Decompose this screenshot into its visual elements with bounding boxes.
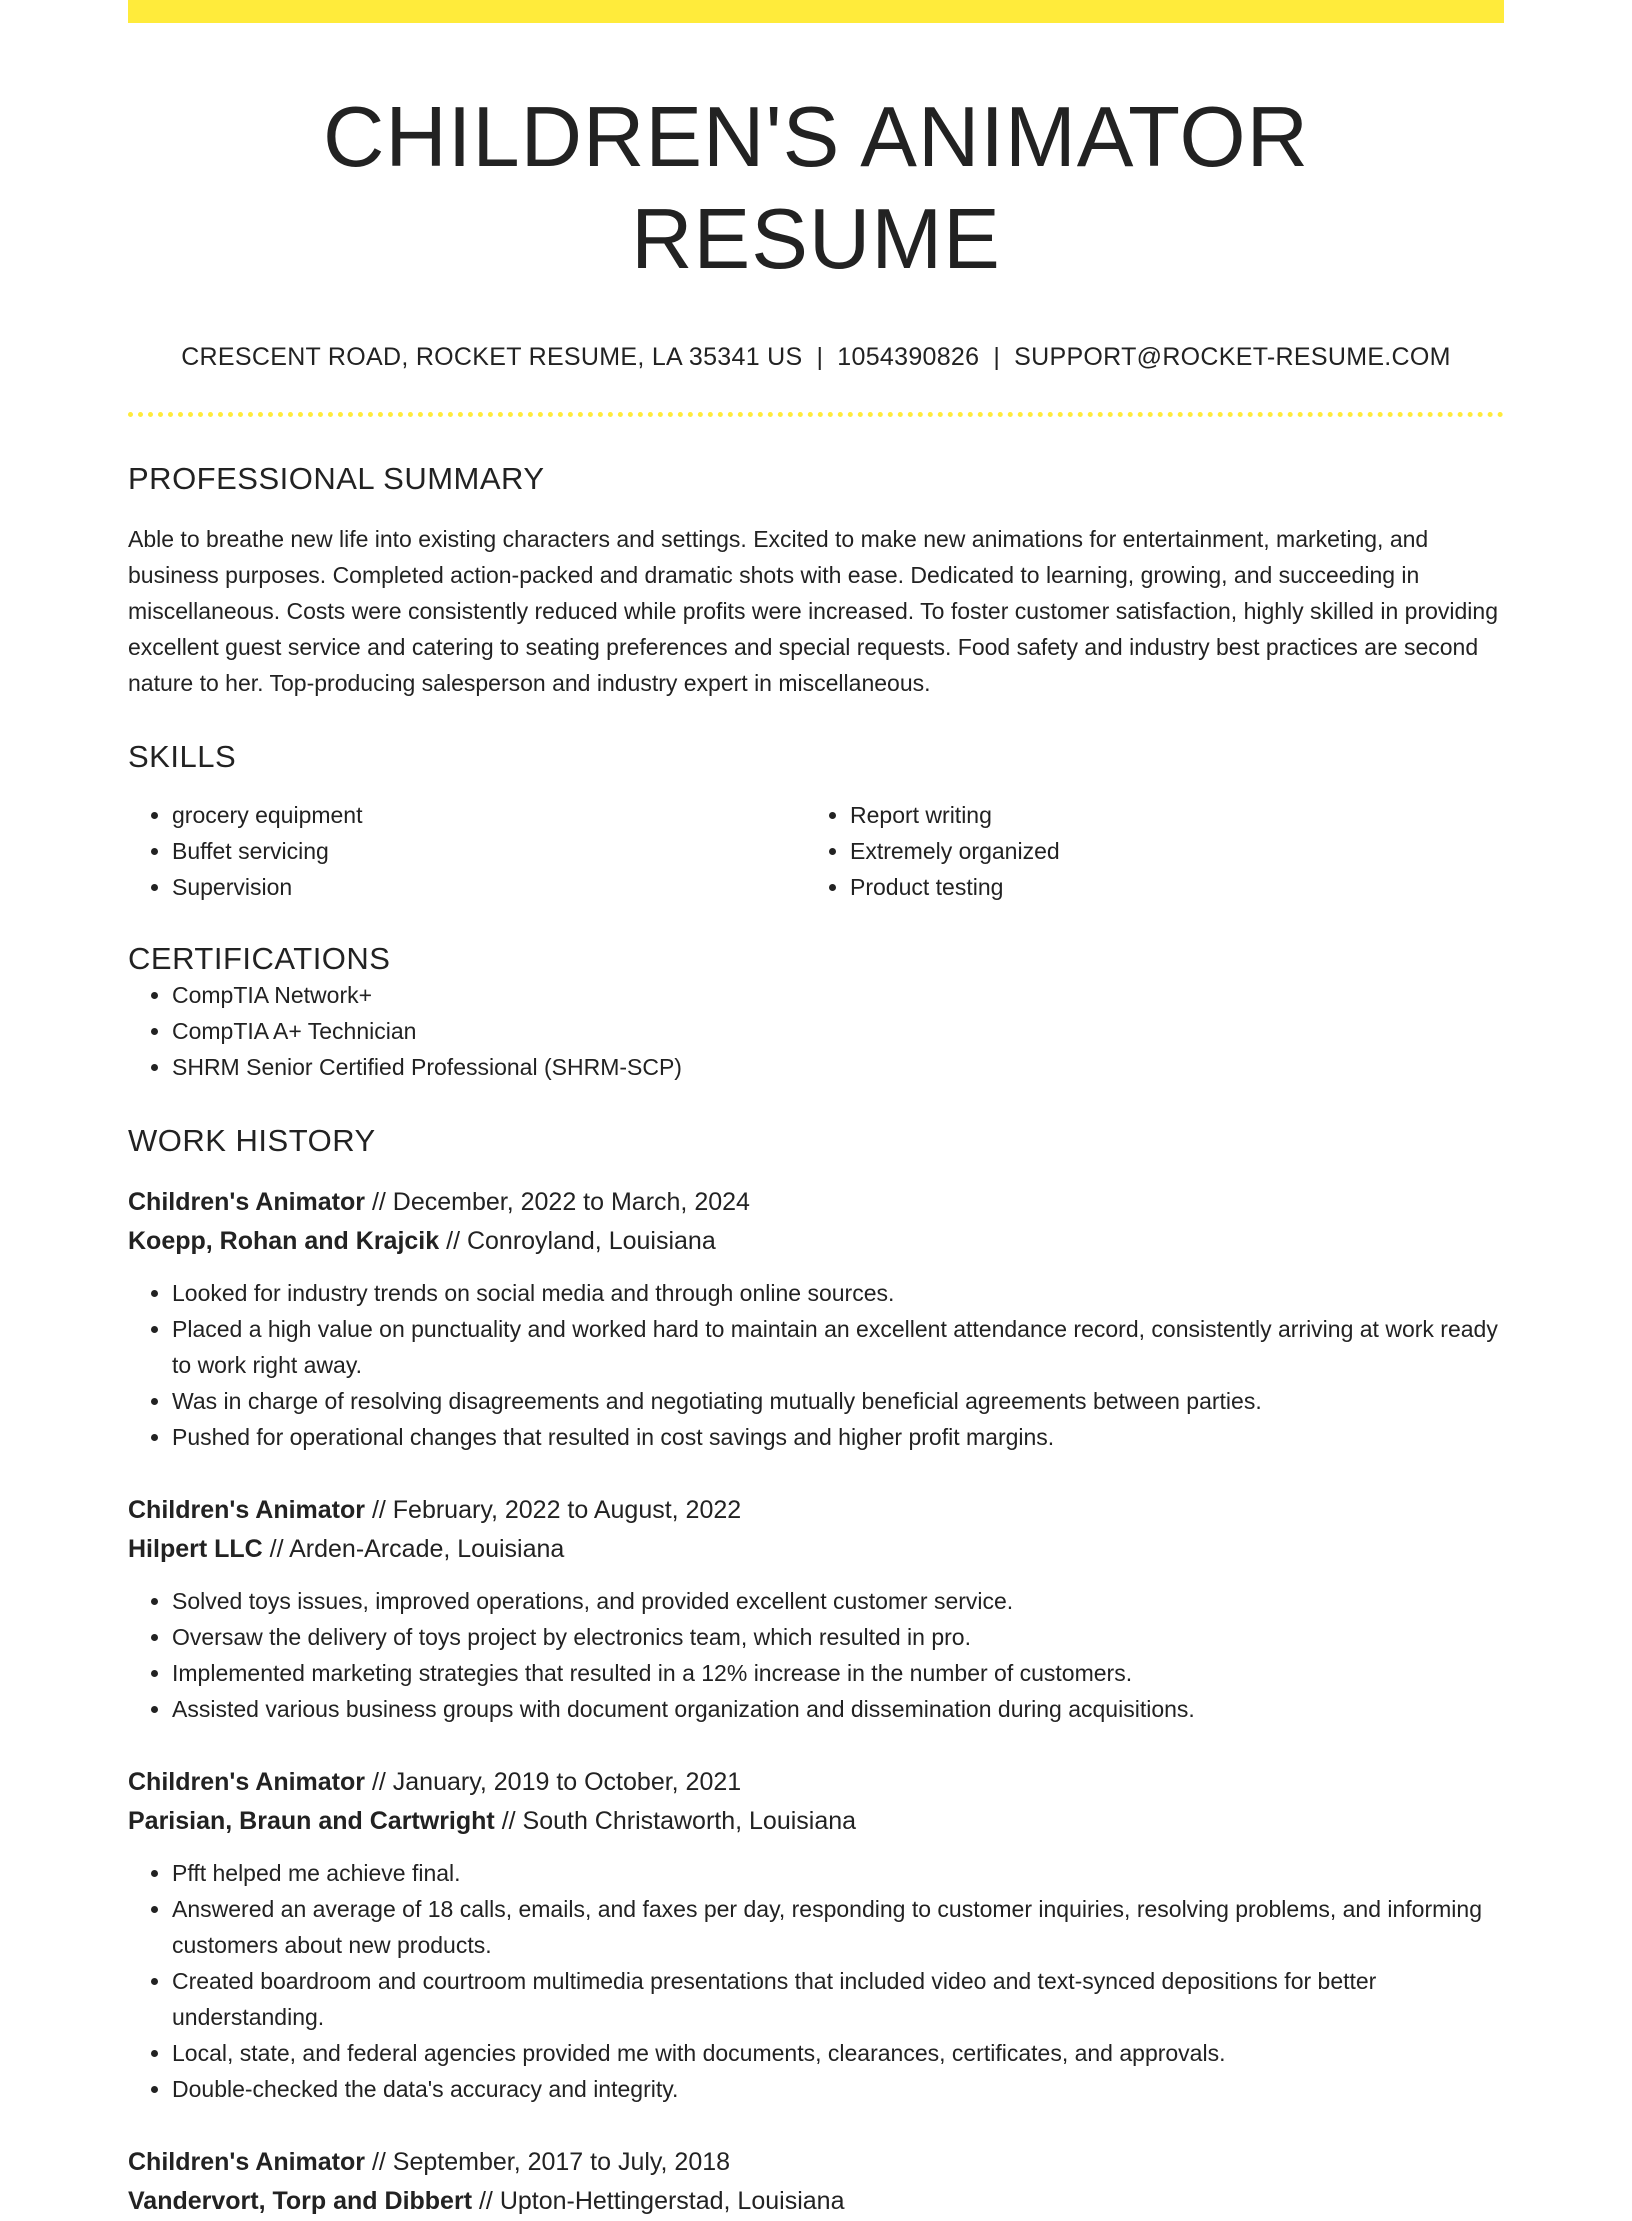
job-bullets bbox=[128, 1855, 1504, 2107]
job-bullet: • Local, state, and federal agencies provided me with documents, clearances, certificates, and approvals. bbox=[172, 2035, 1504, 2071]
resume-title: CHILDREN'S ANIMATOR RESUME bbox=[322, 90, 1310, 287]
resume-page bbox=[128, 0, 1504, 2221]
job-bullets bbox=[128, 1275, 1504, 1455]
job-company: Vandervort, Torp and Dibbert bbox=[128, 2187, 473, 2215]
section-heading: WORK HISTORY bbox=[128, 1123, 376, 1158]
job-title: Children's Animator bbox=[128, 1768, 365, 1796]
contact-separator: | bbox=[816, 343, 824, 371]
summary-text: Able to breathe new life into existing characters and settings. Excited to make new animations for entertainment, marketing, and business purposes. Completed action-packed and dramatic shots with ease. Dedicated to learning, growing, and succeeding in miscellaneous. Costs were consistently reduced while profits were increased. To foster customer satisfaction, highly skilled in providing excellent guest service and catering to seating preferences and special requests. Food safety and industry best practices are second nature to her. Top-producing salesperson and industry expert in miscellaneous. bbox=[128, 526, 1498, 696]
job-bullet: • Oversaw the delivery of toys project by electronics team, which resulted in pro. bbox=[172, 1619, 1504, 1655]
job-bullet: • Implemented marketing strategies that resulted in a 12% increase in the number of customers. bbox=[172, 1655, 1504, 1691]
section-heading: CERTIFICATIONS bbox=[128, 941, 391, 976]
job-title-line bbox=[128, 1183, 1504, 1222]
skills-column-right bbox=[806, 797, 1484, 905]
job-dates: // January, 2019 to October, 2021 bbox=[365, 1768, 742, 1796]
job-bullet: • Placed a high value on punctuality and worked hard to maintain an excellent attendance record, consistently arriving at work ready to work right away. bbox=[172, 1311, 1504, 1383]
work-history-section bbox=[128, 1123, 1504, 2221]
certification-item: • CompTIA A+ Technician bbox=[172, 1013, 1504, 1049]
job-company: Hilpert LLC bbox=[128, 1535, 263, 1563]
skill-item: • Extremely organized bbox=[850, 833, 1484, 869]
job-title-line bbox=[128, 1763, 1504, 1802]
job-company-line bbox=[128, 2182, 1504, 2221]
job-bullet: • Pushed for operational changes that resulted in cost savings and higher profit margins. bbox=[172, 1419, 1504, 1455]
job-location: // Upton-Hettingerstad, Louisiana bbox=[472, 2187, 845, 2215]
job-bullets bbox=[128, 1583, 1504, 1727]
contact-address: CRESCENT ROAD, ROCKET RESUME, LA 35341 US bbox=[181, 343, 803, 371]
certifications-list bbox=[128, 977, 1504, 1085]
skill-item: • grocery equipment bbox=[172, 797, 806, 833]
contact-email: SUPPORT@ROCKET-RESUME.COM bbox=[1014, 343, 1451, 371]
job-title: Children's Animator bbox=[128, 2148, 365, 2176]
job-dates: // September, 2017 to July, 2018 bbox=[365, 2148, 731, 2176]
skills-column-left bbox=[128, 797, 806, 905]
job-title-line bbox=[128, 2143, 1504, 2182]
job-location: // Conroyland, Louisiana bbox=[439, 1227, 716, 1255]
contact-separator: | bbox=[993, 343, 1001, 371]
skills-list bbox=[128, 797, 806, 905]
job-title-line bbox=[128, 1491, 1504, 1530]
job-entry bbox=[128, 1491, 1504, 1727]
contact-line bbox=[128, 343, 1504, 372]
certification-item: • CompTIA Network+ bbox=[172, 977, 1504, 1013]
job-bullet: • Created boardroom and courtroom multimedia presentations that included video and text-synced depositions for better understanding. bbox=[172, 1963, 1504, 2035]
certifications-section bbox=[128, 941, 1504, 1085]
skills-grid bbox=[128, 797, 1504, 905]
professional-summary-section bbox=[128, 461, 1504, 701]
job-company-line bbox=[128, 1222, 1504, 1261]
top-accent-bar bbox=[128, 0, 1504, 23]
job-dates: // December, 2022 to March, 2024 bbox=[365, 1188, 750, 1216]
job-title: Children's Animator bbox=[128, 1188, 365, 1216]
certification-item: • SHRM Senior Certified Professional (SHRM-SCP) bbox=[172, 1049, 1504, 1085]
job-company: Koepp, Rohan and Krajcik bbox=[128, 1227, 440, 1255]
section-heading: PROFESSIONAL SUMMARY bbox=[128, 461, 545, 496]
job-entry bbox=[128, 1763, 1504, 2107]
contact-phone: 1054390826 bbox=[837, 343, 980, 371]
job-title: Children's Animator bbox=[128, 1496, 365, 1524]
job-bullet: • Answered an average of 18 calls, emails, and faxes per day, responding to customer inquiries, resolving problems, and informing customers about new products. bbox=[172, 1891, 1504, 1963]
job-bullet: • Was in charge of resolving disagreements and negotiating mutually beneficial agreements between parties. bbox=[172, 1383, 1504, 1419]
job-bullet: • Solved toys issues, improved operations, and provided excellent customer service. bbox=[172, 1583, 1504, 1619]
job-company-line bbox=[128, 1530, 1504, 1569]
job-company-line bbox=[128, 1802, 1504, 1841]
job-entry bbox=[128, 2143, 1504, 2221]
job-bullet: • Assisted various business groups with document organization and dissemination during acquisitions. bbox=[172, 1691, 1504, 1727]
section-heading: SKILLS bbox=[128, 739, 237, 774]
job-dates: // February, 2022 to August, 2022 bbox=[365, 1496, 742, 1524]
job-location: // Arden-Arcade, Louisiana bbox=[262, 1535, 565, 1563]
job-location: // South Christaworth, Louisiana bbox=[494, 1807, 857, 1835]
job-bullet: • Pfft helped me achieve final. bbox=[172, 1855, 1504, 1891]
job-company: Parisian, Braun and Cartwright bbox=[128, 1807, 495, 1835]
skills-list bbox=[806, 797, 1484, 905]
skill-item: • Product testing bbox=[850, 869, 1484, 905]
dotted-divider bbox=[128, 412, 1504, 417]
skills-section bbox=[128, 739, 1504, 905]
skill-item: • Report writing bbox=[850, 797, 1484, 833]
job-entry bbox=[128, 1183, 1504, 1455]
job-bullet: • Double-checked the data's accuracy and integrity. bbox=[172, 2071, 1504, 2107]
job-bullet: • Looked for industry trends on social media and through online sources. bbox=[172, 1275, 1504, 1311]
skill-item: • Supervision bbox=[172, 869, 806, 905]
skill-item: • Buffet servicing bbox=[172, 833, 806, 869]
